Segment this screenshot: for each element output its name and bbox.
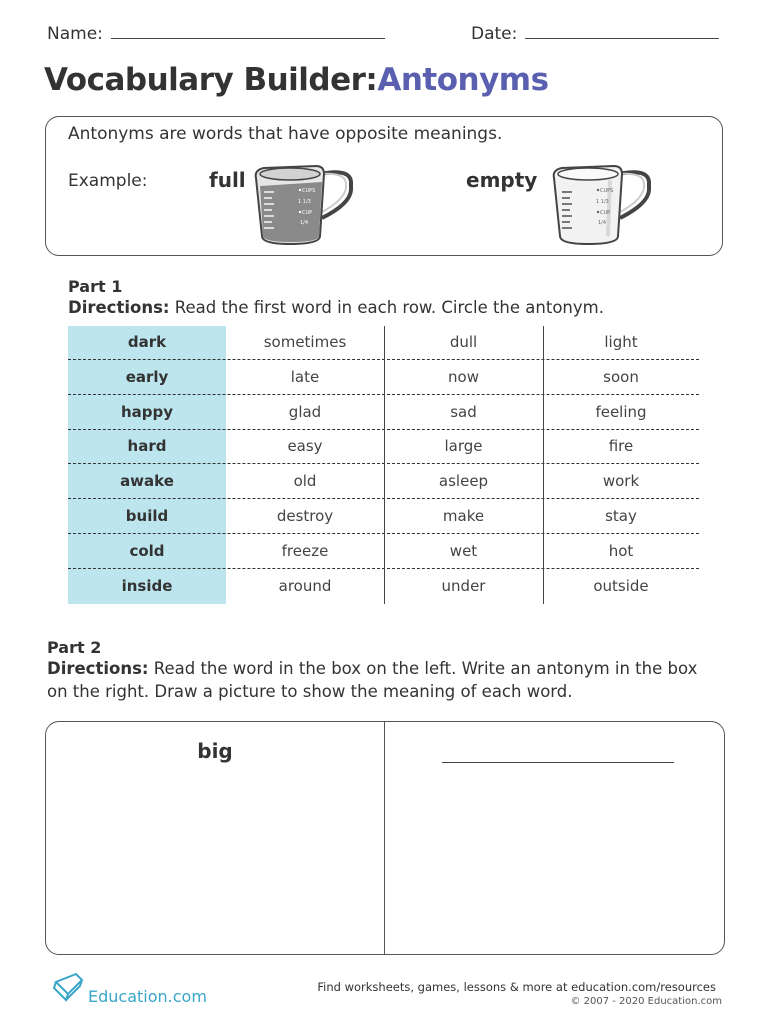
target-word: happy bbox=[68, 396, 226, 431]
date-label: Date: bbox=[471, 24, 518, 44]
cup-mark-2: 1 1/3 bbox=[298, 199, 311, 205]
answer-choice[interactable]: glad bbox=[288, 402, 322, 421]
answer-choice[interactable]: fire bbox=[608, 437, 634, 456]
title-accent: Antonyms bbox=[377, 62, 549, 98]
answer-choice[interactable]: wet bbox=[449, 541, 478, 560]
part1-directions-label: Directions: bbox=[68, 298, 170, 317]
answer-choice[interactable]: destroy bbox=[276, 506, 334, 525]
cup-mark-2-empty: 1 1/3 bbox=[596, 199, 609, 205]
cup-mark-1: CUPS bbox=[302, 188, 316, 194]
target-word: hard bbox=[68, 430, 226, 465]
target-word: cold bbox=[68, 535, 226, 570]
table-divider bbox=[384, 326, 385, 604]
answer-choice[interactable]: stay bbox=[605, 506, 637, 525]
part2-word: big bbox=[197, 739, 233, 763]
answer-choice[interactable]: light bbox=[604, 333, 638, 351]
answer-choice[interactable]: sad bbox=[450, 402, 477, 421]
target-word: inside bbox=[68, 570, 226, 605]
part1-directions bbox=[68, 298, 604, 317]
target-word: build bbox=[68, 500, 226, 535]
answer-choice[interactable]: soon bbox=[603, 367, 639, 386]
answer-choice[interactable]: old bbox=[293, 472, 317, 491]
logo-text: Education.com bbox=[88, 987, 207, 1006]
name-field[interactable] bbox=[47, 22, 385, 44]
answer-choice[interactable]: work bbox=[602, 472, 640, 491]
page-title bbox=[44, 62, 549, 98]
target-word: early bbox=[68, 361, 226, 396]
part2-directions-label: Directions: bbox=[47, 659, 149, 678]
footer-copyright: © 2007 - 2020 Education.com bbox=[570, 996, 722, 1007]
target-word: dark bbox=[68, 326, 226, 361]
part1-heading: Part 1 bbox=[68, 277, 123, 296]
title-main: Vocabulary Builder: bbox=[44, 62, 378, 98]
cup-mark-3: CUP bbox=[302, 210, 313, 216]
target-word: awake bbox=[68, 465, 226, 500]
part1-directions-text: Read the first word in each row. Circle the antonym. bbox=[169, 298, 604, 317]
example-word-full: full bbox=[209, 168, 246, 192]
drawing-box-divider bbox=[384, 722, 385, 954]
definition-text: Antonyms are words that have opposite meanings. bbox=[68, 124, 503, 144]
pencil-icon bbox=[52, 972, 86, 1006]
antonym-answer-line[interactable] bbox=[442, 762, 674, 763]
footer-tagline: Find worksheets, games, lessons & more at education.com/resources bbox=[317, 980, 716, 994]
antonym-table bbox=[68, 326, 699, 604]
date-field[interactable] bbox=[471, 22, 719, 44]
part2-directions-line1: Read the word in the box on the left. Write an antonym in the box bbox=[148, 659, 698, 678]
answer-choice[interactable]: large bbox=[444, 437, 483, 456]
date-line[interactable] bbox=[525, 22, 719, 39]
empty-measuring-cup-icon bbox=[548, 160, 658, 246]
example-word-empty: empty bbox=[466, 168, 538, 192]
answer-choice[interactable]: dull bbox=[449, 333, 478, 351]
answer-choice[interactable]: asleep bbox=[438, 472, 489, 491]
answer-choice[interactable]: late bbox=[290, 367, 320, 386]
part2-directions-line2: on the right. Draw a picture to show the meaning of each word. bbox=[47, 682, 573, 701]
cup-mark-4-empty: 1/4 bbox=[598, 220, 607, 226]
answer-choice[interactable]: make bbox=[442, 506, 485, 525]
answer-choice[interactable]: easy bbox=[287, 437, 323, 456]
name-label: Name: bbox=[47, 24, 103, 44]
answer-choice[interactable]: sometimes bbox=[263, 333, 347, 351]
cup-mark-3-empty: CUP bbox=[600, 210, 611, 216]
answer-choice[interactable]: freeze bbox=[281, 541, 329, 560]
cup-mark-4: 1/4 bbox=[300, 220, 309, 226]
answer-choice[interactable]: feeling bbox=[595, 402, 647, 421]
answer-choice[interactable]: hot bbox=[608, 541, 634, 560]
answer-choice[interactable]: around bbox=[278, 576, 332, 595]
answer-choice[interactable]: outside bbox=[593, 576, 649, 595]
table-divider bbox=[543, 326, 544, 604]
part2-heading: Part 2 bbox=[47, 638, 102, 657]
full-measuring-cup-icon bbox=[250, 160, 360, 246]
cup-mark-1-empty: CUPS bbox=[600, 188, 614, 194]
answer-choice[interactable]: now bbox=[448, 367, 479, 386]
part2-directions bbox=[47, 659, 697, 678]
right-drawing-area[interactable] bbox=[386, 722, 724, 954]
example-label: Example: bbox=[68, 171, 148, 191]
answer-choice[interactable]: under bbox=[441, 576, 486, 595]
name-line[interactable] bbox=[111, 22, 385, 39]
